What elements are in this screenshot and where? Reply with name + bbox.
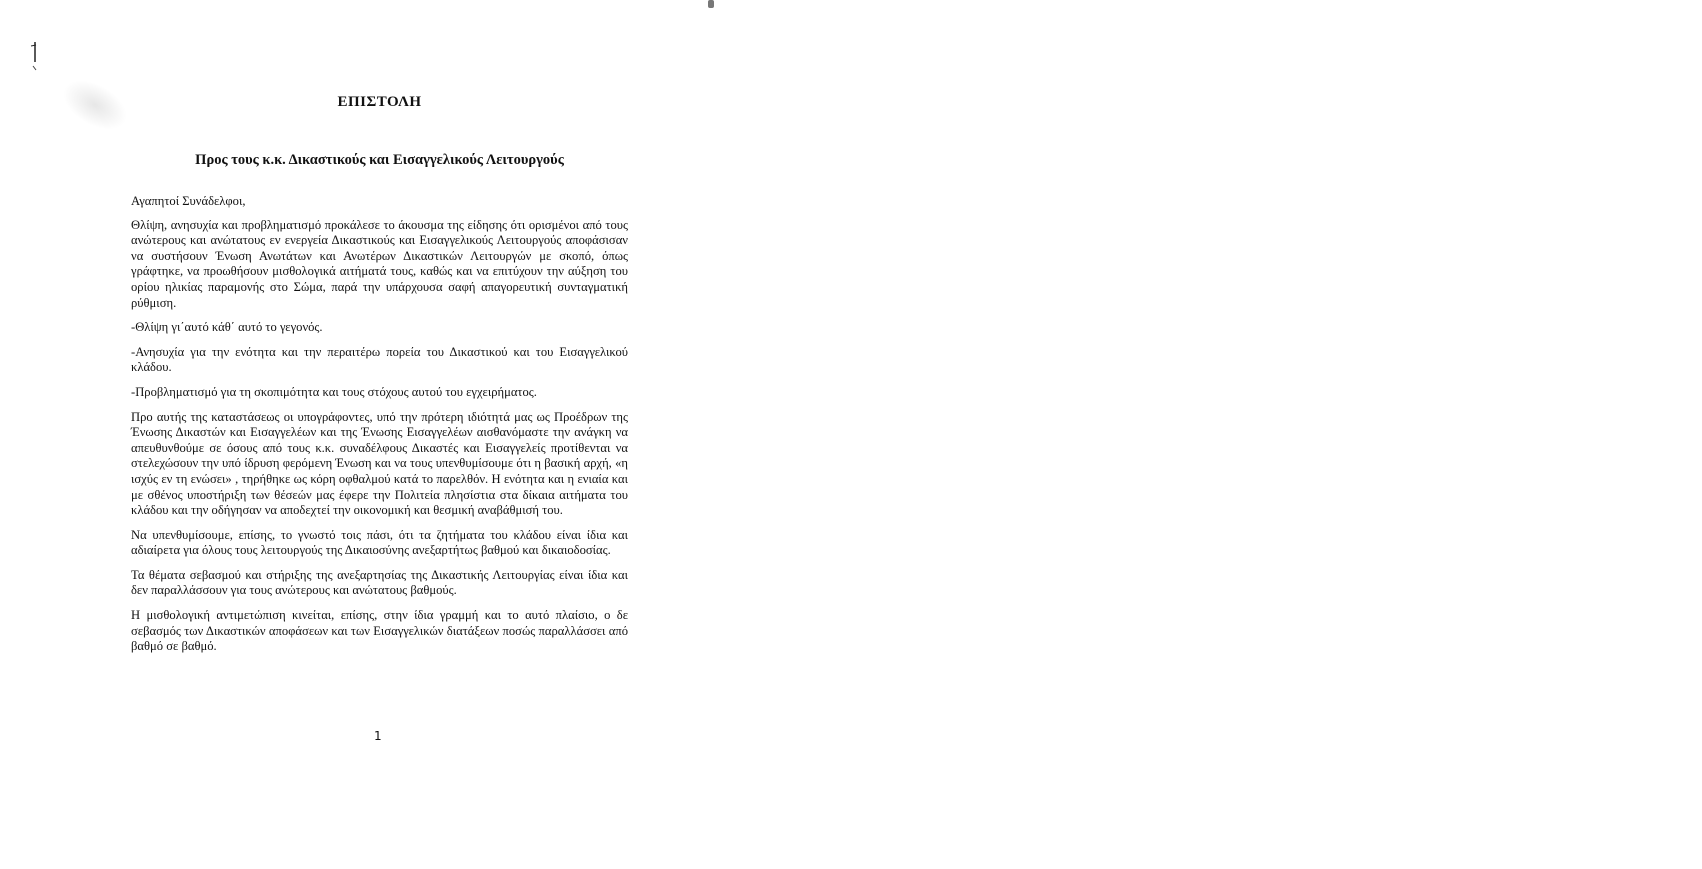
- paragraph: Προ αυτής της καταστάσεως οι υπογράφοντες, υπό την πρότερη ιδιότητά μας ως Προέδρων της Ένωσης Δικαστών και Εισαγγελέων και της Ένωσης Εισαγγελέων αισθανόμαστε την ανάγκη να απευθυνθούμε σε όσους από τους κ.κ. συναδέλφους Δικαστές και Εισαγγελείς προτίθενται να στελεχώσουν την υπό ίδρυση φερόμενη Ένωση και να τους υπενθυμίσουμε ότι η βασική αρχή, «η ισχύς εν τη ενώσει» , τηρήθηκε ως κόρη οφθαλμού κατά το παρελθόν. Η ενότητα και η ενιαία και με σθένος υποστήριξη των θέσεών μας έφερε την Πολιτεία πλησίστια στα δίκαια αιτήματα του κλάδου και την οδήγησαν να αποδεχτεί την οικονομική και θεσμική αναβάθμισή του.: [131, 409, 628, 518]
- paragraph: -Θλίψη γι΄αυτό κάθ΄ αυτό το γεγονός.: [131, 320, 323, 335]
- paragraph: Θλίψη, ανησυχία και προβληματισμό προκάλεσε το άκουσμα της είδησης ότι ορισμένοι από τους ανώτερους και ανώτατους εν ενεργεία Δικαστικούς και Εισαγγελικούς Λειτουργούς αποφάσισαν να συστήσουν Ένωση Ανωτάτων και Ανωτέρων Δικαστικών Λειτουργών με σκοπό, όπως γράφτηκε, να προωθήσουν μισθολογικά αιτήματά τους, καθώς και να επιτύχουν την αύξηση του ορίου ηλικίας παραμονής στο Σώμα, παρά την υπάρχουσα σαφή απαγορευτική συνταγματική ρύθμιση.: [131, 217, 628, 310]
- letter-body: [131, 194, 628, 664]
- document-title: ΕΠΙΣΤΟΛΗ: [337, 94, 422, 110]
- paragraph: Να υπενθυμίσουμε, επίσης, το γνωστό τοις πάσι, ότι τα ζητήματα του κλάδου είναι ίδια και αδιαίρετα για όλους τους λειτουργούς της Δικαιοσύνης ανεξαρτήτως βαθμού και δικαιοδοσίας.: [131, 527, 628, 558]
- page-number: 1: [374, 729, 382, 743]
- greeting: Αγαπητοί Συνάδελφοι,: [131, 194, 246, 208]
- paragraph: Η μισθολογική αντιμετώπιση κινείται, επίσης, στην ίδια γραμμή και το αυτό πλαίσιο, ο δε σεβασμός των Δικαστικών αποφάσεων και των Εισαγγελικών διατάξεων ποσώς παραλλάσσει από βαθμό σε βαθμό.: [131, 608, 628, 654]
- paragraph: Τα θέματα σεβασμού και στήριξης της ανεξαρτησίας της Δικαστικής Λειτουργίας είναι ίδια και δεν παραλλάσσουν για τους ανώτερους και ανώτατους βαθμούς.: [131, 567, 628, 598]
- paragraph: -Ανησυχία για την ενότητα και την περαιτέρω πορεία του Δικαστικού και του Εισαγγελικού κλάδου.: [131, 344, 628, 375]
- scan-smudge: [55, 70, 136, 140]
- paragraph: -Προβληματισμό για τη σκοπιμότητα και τους στόχους αυτού του εγχειρήματος.: [131, 384, 537, 399]
- scan-artifact-mark: [30, 40, 40, 74]
- document-addressee: Προς τους κ.κ. Δικαστικούς και Εισαγγελικούς Λειτουργούς: [195, 152, 564, 168]
- scan-dot: [708, 0, 714, 8]
